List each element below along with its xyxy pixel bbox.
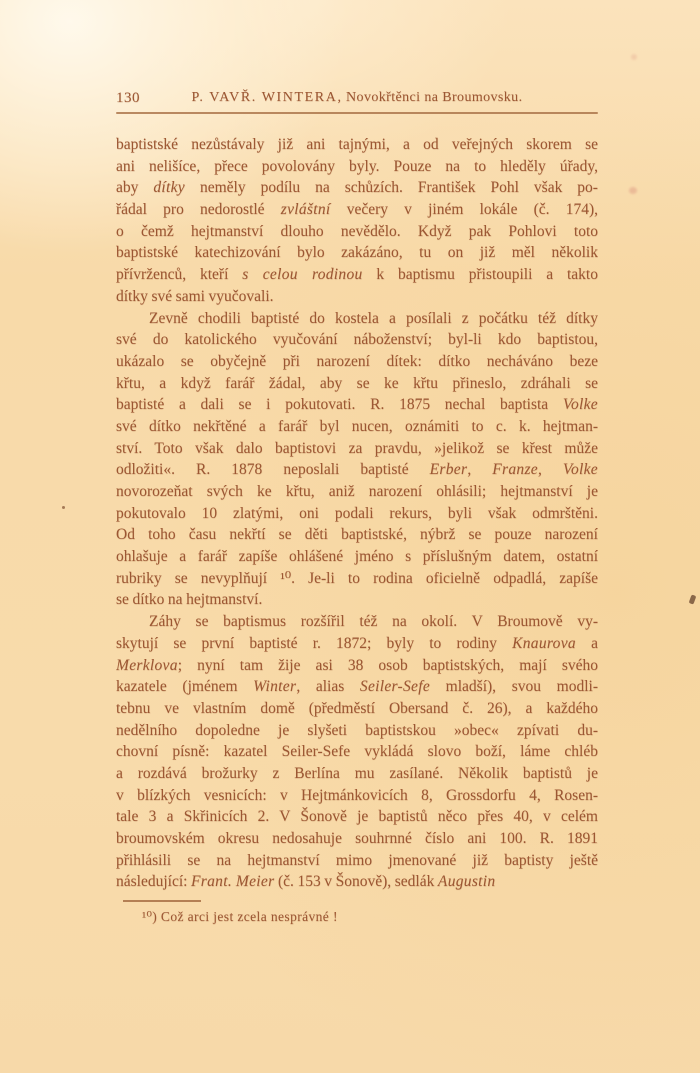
text-line: přívrženců, kteří s celou rodinou k baptismu přistoupili a takto [116,266,598,284]
running-header-subject: Novokřtěnci na Broumovsku. [346,90,523,105]
text-line: ani nelišíce, přece povolovány byly. Pouze na to hleděly úřady, [116,157,598,175]
text-line: broumovském okresu nedosahuje souhrnné číslo ani 100. R. 1891 [116,830,598,847]
text-line: Zevně chodili baptisté do kostela a posílali z počátku též dítky [149,309,598,327]
text-line: nedělního dopoledne je slyšeti baptistskou »obec« zpívati du- [116,721,598,739]
body-text [116,134,598,893]
text-line: ukázalo se obyčejně při narození dítek: dítko necháváno beze [116,352,598,370]
paragraph [116,611,598,893]
text-line: řádal pro nedorostlé zvláštní večery v jiném lokále (č. 174), [116,201,598,219]
paragraph [116,308,598,612]
text-line: následující: Frant. Meier (č. 153 v Šonově), sedlák Augustin [116,873,496,891]
text-line: rubriky se nevyplňují ¹⁰. Je-li to rodina oficielně odpadlá, zapíše [116,569,598,587]
text-line: baptisté a dali se i pokutovati. R. 1875 nechal baptista Volke [116,396,598,414]
paper-stain [631,54,637,60]
page-number: 130 [116,90,140,106]
text-line: odložiti«. R. 1878 neposlali baptisté Erber, Franze, Volke [116,461,598,479]
ink-speck [62,506,65,509]
paper-stain [629,187,637,194]
header-rule [116,112,598,114]
paragraph [116,134,598,308]
text-line: své dítko nekřtěné a farář byl nucen, oznámiti to c. k. hejtman- [116,417,598,435]
text-line: novorozeňat svých ke křtu, aniž narození ohlásili; hejtmanství je [116,483,598,500]
edge-mark [689,594,697,604]
text-line: tale 3 a Skřinicích 2. V Šonově je baptistů něco přes 40, v celém [116,808,598,826]
footnote-rule [123,900,201,902]
text-line: křtu, a když farář žádal, aby se ke křtu přineslo, zdráhali se [116,374,598,392]
text-line: baptistské nezůstávaly již ani tajnými, a od veřejných skorem se [116,136,598,153]
text-line: Merklova; nyní tam žije asi 38 osob baptistských, mají svého [116,656,598,674]
text-line: chovní písně: kazatel Seiler-Sefe vykládá slovo boží, láme chléb [116,743,598,761]
text-line: ohlašuje a farář zapíše ohlášené jméno s příslušným datem, ostatní [116,548,598,566]
text-line: pokutovalo 10 zlatými, oni podali rekurs, byli však odmrštěni. [116,504,598,522]
text-line: aby dítky neměly podílu na schůzích. František Pohl však po- [116,179,598,197]
text-line: o čemž hejtmanství dlouho nevědělo. Když pak Pohlovi toto [116,222,598,240]
text-line: tebnu ve vlastním domě (předměstí Obersand č. 26), a každého [116,699,598,717]
text-line: Záhy se baptismus rozšířil též na okolí. V Broumově vy- [149,613,598,631]
running-header-author: P. VAVŘ. WINTERA, [191,90,343,105]
running-header [116,90,598,106]
text-line: kazatele (jménem Winter, alias Seiler-Sefe mladší), svou modli- [116,678,598,696]
text-line: skytují se první baptisté r. 1872; byly to rodiny Knaurova a [116,634,598,652]
footnote: ¹⁰) Což arci jest zcela nesprávné ! [142,909,338,924]
text-line: přihlásili se na hejtmanství mimo jmenované již baptisty ještě [116,851,598,869]
text-line: ství. Toto však dalo baptistovi za pravdu, »jelikož se křest může [116,439,598,457]
text-line: Od toho času nekřtí se děti baptistské, nýbrž se pouze narození [116,526,598,544]
text-line: v blízkých vesnicích: v Hejtmánkovicích 8, Grossdorfu 4, Rosen- [116,786,598,804]
text-line: baptistské katechizování bylo zakázáno, tu on již měl několik [116,244,598,262]
text-line: dítky své sami vyučovali. [116,287,274,305]
text-line: a rozdává brožurky z Berlína mu zasílané. Několik baptistů je [116,764,598,782]
text-line: se dítko na hejtmanství. [116,591,263,609]
text-line: své do katolického vyučování náboženství; byl-li kdo baptistou, [116,331,598,349]
